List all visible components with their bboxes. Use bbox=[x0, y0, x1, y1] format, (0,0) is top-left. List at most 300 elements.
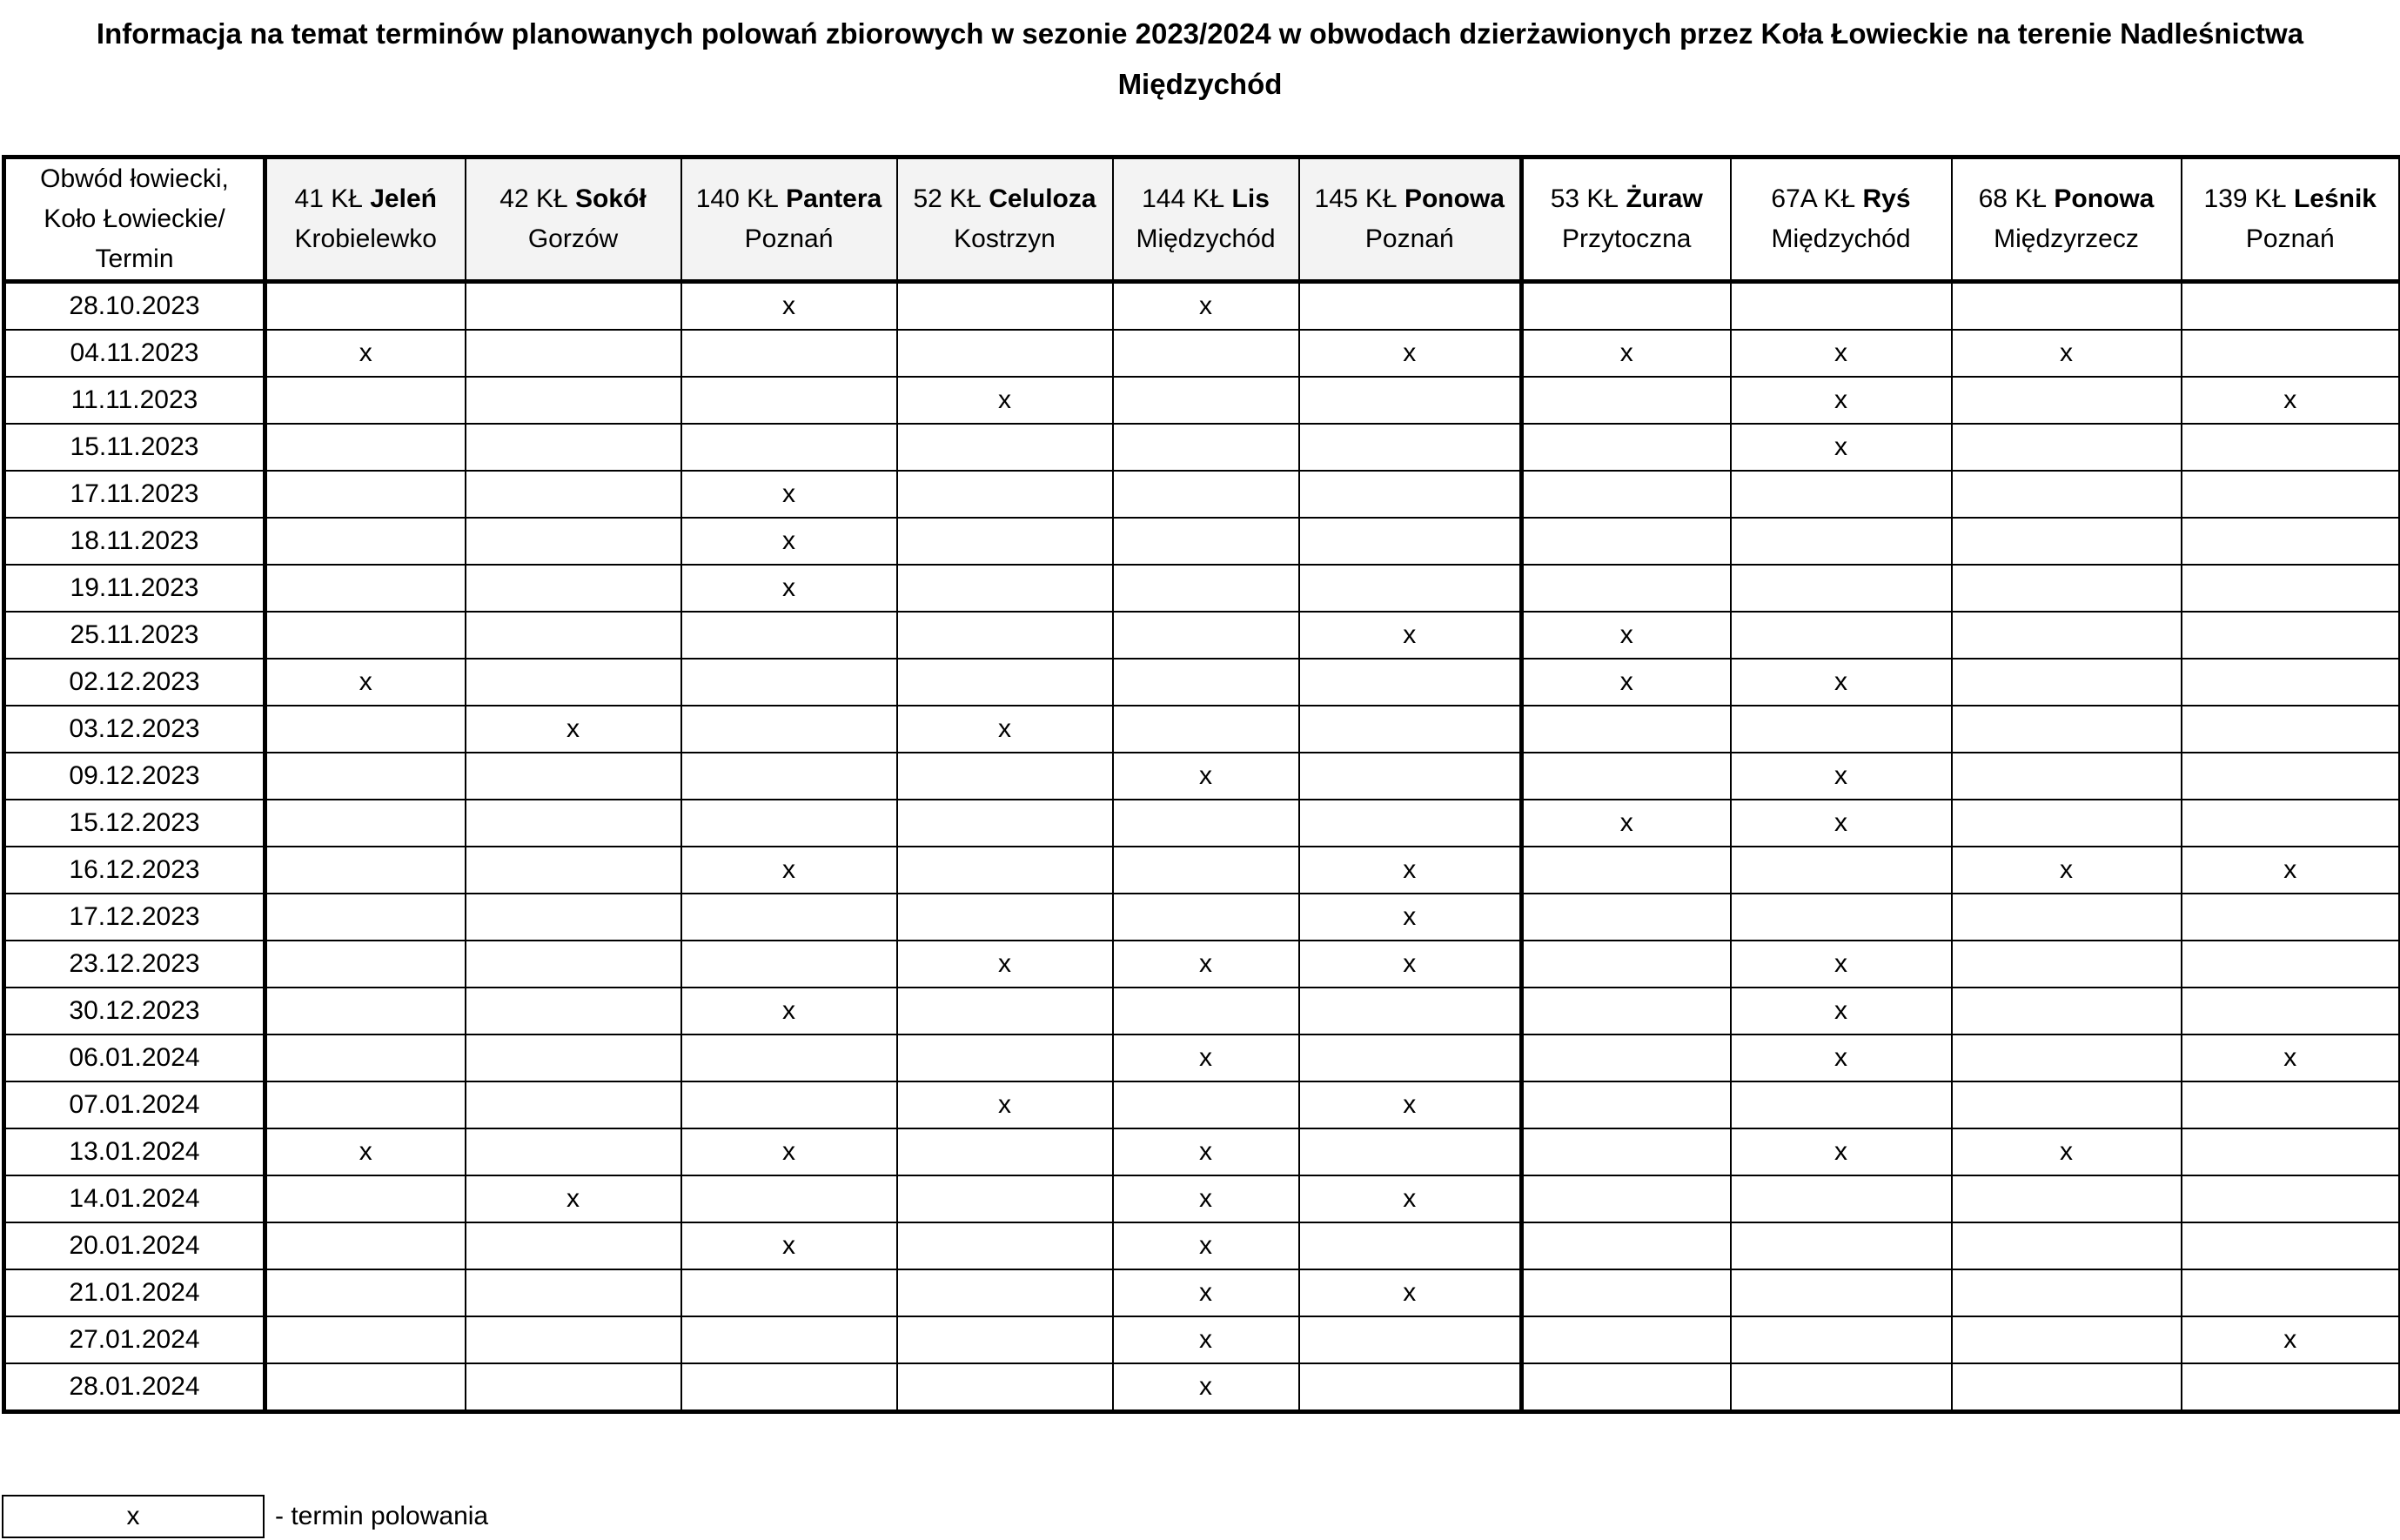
hunt-mark-cell bbox=[2182, 1128, 2400, 1175]
hunt-mark-cell bbox=[681, 330, 897, 377]
hunt-mark-cell bbox=[1952, 753, 2182, 800]
hunt-mark-cell: x bbox=[2182, 377, 2400, 424]
hunt-mark-cell: x bbox=[1731, 1128, 1952, 1175]
hunt-mark-cell bbox=[466, 659, 681, 706]
hunt-mark-cell bbox=[1522, 988, 1731, 1034]
hunt-mark-cell bbox=[897, 282, 1113, 331]
hunt-mark-cell bbox=[1522, 706, 1731, 753]
hunt-mark-cell bbox=[1113, 565, 1299, 612]
table-row bbox=[4, 565, 2400, 612]
hunt-mark-cell bbox=[681, 1034, 897, 1081]
hunt-mark-cell bbox=[1522, 1175, 1731, 1222]
hunt-mark-cell bbox=[1299, 988, 1522, 1034]
hunt-mark-cell bbox=[265, 706, 466, 753]
hunt-mark-cell bbox=[265, 612, 466, 659]
hunt-mark-cell: x bbox=[1522, 659, 1731, 706]
hunt-mark-cell bbox=[2182, 941, 2400, 988]
hunt-mark-cell bbox=[1731, 1081, 1952, 1128]
table-row bbox=[4, 471, 2400, 518]
club-name: Pantera bbox=[786, 184, 882, 213]
hunt-mark-cell: x bbox=[681, 1128, 897, 1175]
date-cell: 07.01.2024 bbox=[4, 1081, 265, 1128]
hunt-mark-cell bbox=[1731, 471, 1952, 518]
hunt-mark-cell bbox=[897, 330, 1113, 377]
hunt-mark-cell: x bbox=[681, 1222, 897, 1269]
hunt-mark-cell bbox=[265, 282, 466, 331]
hunt-mark-cell bbox=[1952, 659, 2182, 706]
hunt-mark-cell bbox=[265, 471, 466, 518]
hunt-mark-cell: x bbox=[1731, 330, 1952, 377]
hunt-mark-cell bbox=[1522, 282, 1731, 331]
hunt-mark-cell bbox=[466, 894, 681, 941]
hunt-mark-cell: x bbox=[1113, 282, 1299, 331]
hunt-mark-cell: x bbox=[681, 471, 897, 518]
hunt-mark-cell bbox=[897, 1128, 1113, 1175]
hunt-mark-cell bbox=[1731, 894, 1952, 941]
table-row bbox=[4, 282, 2400, 331]
corner-header-line: Koło Łowieckie/ bbox=[44, 204, 225, 233]
club-city: Poznań bbox=[744, 224, 834, 253]
hunt-mark-cell: x bbox=[1113, 1316, 1299, 1363]
hunt-mark-cell bbox=[1731, 518, 1952, 565]
hunt-mark-cell bbox=[2182, 1081, 2400, 1128]
date-cell: 27.01.2024 bbox=[4, 1316, 265, 1363]
table-row bbox=[4, 847, 2400, 894]
hunt-mark-cell bbox=[1522, 1034, 1731, 1081]
hunt-mark-cell bbox=[1952, 471, 2182, 518]
table-row bbox=[4, 424, 2400, 471]
hunt-mark-cell bbox=[1952, 1316, 2182, 1363]
hunt-mark-cell: x bbox=[1299, 847, 1522, 894]
hunt-mark-cell bbox=[897, 894, 1113, 941]
hunt-mark-cell bbox=[1952, 706, 2182, 753]
hunt-mark-cell bbox=[897, 1316, 1113, 1363]
date-cell: 09.12.2023 bbox=[4, 753, 265, 800]
table-row bbox=[4, 330, 2400, 377]
hunt-mark-cell bbox=[897, 1175, 1113, 1222]
club-name: Ponowa bbox=[2054, 184, 2155, 213]
hunt-mark-cell: x bbox=[265, 1128, 466, 1175]
table-row bbox=[4, 706, 2400, 753]
hunt-mark-cell bbox=[2182, 800, 2400, 847]
hunt-mark-cell bbox=[1299, 1222, 1522, 1269]
table-row bbox=[4, 1269, 2400, 1316]
hunt-mark-cell bbox=[1522, 424, 1731, 471]
hunt-mark-cell bbox=[466, 471, 681, 518]
hunt-mark-cell bbox=[897, 988, 1113, 1034]
hunt-mark-cell bbox=[265, 894, 466, 941]
hunt-mark-cell bbox=[1731, 565, 1952, 612]
hunt-mark-cell: x bbox=[1299, 1269, 1522, 1316]
hunt-mark-cell bbox=[2182, 1363, 2400, 1412]
date-cell: 28.01.2024 bbox=[4, 1363, 265, 1412]
table-row bbox=[4, 1081, 2400, 1128]
hunt-mark-cell bbox=[1952, 894, 2182, 941]
hunt-mark-cell bbox=[466, 1363, 681, 1412]
date-cell: 25.11.2023 bbox=[4, 612, 265, 659]
date-cell: 11.11.2023 bbox=[4, 377, 265, 424]
club-city: Kostrzyn bbox=[954, 224, 1056, 253]
hunt-mark-cell bbox=[1731, 1316, 1952, 1363]
column-header: 68 KŁ Ponowa Międzyrzecz bbox=[1952, 157, 2182, 282]
hunt-mark-cell bbox=[1299, 753, 1522, 800]
hunt-mark-cell bbox=[2182, 424, 2400, 471]
hunt-mark-cell bbox=[897, 800, 1113, 847]
hunt-mark-cell: x bbox=[466, 1175, 681, 1222]
hunt-mark-cell bbox=[1952, 612, 2182, 659]
date-cell: 15.12.2023 bbox=[4, 800, 265, 847]
hunt-mark-cell: x bbox=[1113, 1128, 1299, 1175]
hunt-mark-cell bbox=[897, 1363, 1113, 1412]
hunt-mark-cell: x bbox=[1299, 941, 1522, 988]
hunt-mark-cell: x bbox=[1113, 1175, 1299, 1222]
hunt-mark-cell bbox=[1113, 424, 1299, 471]
table-row bbox=[4, 1222, 2400, 1269]
hunt-mark-cell bbox=[1522, 377, 1731, 424]
club-name: Lis bbox=[1231, 184, 1270, 213]
hunt-mark-cell: x bbox=[1522, 612, 1731, 659]
column-header: 144 KŁ Lis Międzychód bbox=[1113, 157, 1299, 282]
hunt-mark-cell bbox=[2182, 659, 2400, 706]
date-cell: 15.11.2023 bbox=[4, 424, 265, 471]
hunt-mark-cell bbox=[897, 612, 1113, 659]
hunt-mark-cell bbox=[897, 659, 1113, 706]
club-name: Ryś bbox=[1862, 184, 1911, 213]
hunt-mark-cell: x bbox=[1731, 1034, 1952, 1081]
hunt-mark-cell bbox=[1113, 894, 1299, 941]
date-cell: 19.11.2023 bbox=[4, 565, 265, 612]
hunt-mark-cell bbox=[1299, 518, 1522, 565]
hunt-mark-cell: x bbox=[1731, 377, 1952, 424]
date-cell: 13.01.2024 bbox=[4, 1128, 265, 1175]
hunt-mark-cell: x bbox=[897, 377, 1113, 424]
hunt-mark-cell bbox=[2182, 894, 2400, 941]
hunt-mark-cell bbox=[1952, 518, 2182, 565]
hunt-mark-cell bbox=[265, 1363, 466, 1412]
hunt-mark-cell: x bbox=[1731, 424, 1952, 471]
hunt-mark-cell bbox=[1299, 565, 1522, 612]
hunt-mark-cell bbox=[466, 988, 681, 1034]
date-cell: 17.11.2023 bbox=[4, 471, 265, 518]
date-cell: 21.01.2024 bbox=[4, 1269, 265, 1316]
hunt-mark-cell bbox=[2182, 1269, 2400, 1316]
hunt-mark-cell bbox=[897, 565, 1113, 612]
table-row bbox=[4, 1128, 2400, 1175]
hunt-mark-cell bbox=[681, 753, 897, 800]
date-cell: 06.01.2024 bbox=[4, 1034, 265, 1081]
hunt-mark-cell bbox=[1522, 1128, 1731, 1175]
hunt-mark-cell bbox=[1522, 941, 1731, 988]
hunt-mark-cell: x bbox=[1113, 941, 1299, 988]
hunt-mark-cell bbox=[265, 753, 466, 800]
club-city: Międzychód bbox=[1136, 224, 1276, 253]
hunt-mark-cell bbox=[1522, 847, 1731, 894]
table-row bbox=[4, 894, 2400, 941]
hunt-mark-cell bbox=[681, 1081, 897, 1128]
hunt-mark-cell bbox=[2182, 518, 2400, 565]
hunt-mark-cell bbox=[1522, 753, 1731, 800]
hunt-mark-cell: x bbox=[681, 565, 897, 612]
hunt-mark-cell bbox=[1731, 847, 1952, 894]
hunt-mark-cell bbox=[1299, 1128, 1522, 1175]
hunt-mark-cell bbox=[265, 1222, 466, 1269]
hunt-mark-cell: x bbox=[1113, 753, 1299, 800]
club-city: Przytoczna bbox=[1562, 224, 1692, 253]
hunt-mark-cell bbox=[1299, 471, 1522, 518]
hunt-mark-cell bbox=[681, 800, 897, 847]
club-city: Poznań bbox=[2245, 224, 2335, 253]
document-title: Informacja na temat terminów planowanych polowań zbiorowych w sezonie 2023/2024 w obwodach dzierżawionych przez Koła Łowieckie na terenie Nadleśnictwa Międzychód bbox=[96, 17, 2304, 100]
hunt-mark-cell bbox=[466, 1222, 681, 1269]
hunt-mark-cell bbox=[897, 753, 1113, 800]
hunt-mark-cell: x bbox=[265, 330, 466, 377]
hunt-mark-cell bbox=[1113, 659, 1299, 706]
hunt-mark-cell bbox=[1113, 800, 1299, 847]
hunt-mark-cell bbox=[1113, 847, 1299, 894]
column-header: 145 KŁ Ponowa Poznań bbox=[1299, 157, 1522, 282]
hunt-mark-cell: x bbox=[1731, 659, 1952, 706]
date-cell: 03.12.2023 bbox=[4, 706, 265, 753]
hunting-schedule-table bbox=[2, 155, 2400, 1414]
hunt-mark-cell bbox=[1522, 471, 1731, 518]
hunt-mark-cell bbox=[1522, 894, 1731, 941]
hunt-mark-cell: x bbox=[1731, 941, 1952, 988]
club-name: Leśnik bbox=[2293, 184, 2377, 213]
hunt-mark-cell bbox=[1952, 1363, 2182, 1412]
hunt-mark-cell bbox=[1731, 1363, 1952, 1412]
hunt-mark-cell bbox=[1522, 1222, 1731, 1269]
hunt-mark-cell: x bbox=[1522, 800, 1731, 847]
hunt-mark-cell bbox=[265, 1081, 466, 1128]
hunt-mark-cell bbox=[1952, 941, 2182, 988]
hunt-mark-cell bbox=[1731, 1269, 1952, 1316]
hunt-mark-cell: x bbox=[1113, 1269, 1299, 1316]
hunt-mark-cell bbox=[2182, 1175, 2400, 1222]
hunt-mark-cell bbox=[1731, 1175, 1952, 1222]
hunt-mark-cell bbox=[466, 753, 681, 800]
hunt-mark-cell bbox=[2182, 612, 2400, 659]
hunt-mark-cell bbox=[1952, 1081, 2182, 1128]
hunt-mark-cell: x bbox=[897, 941, 1113, 988]
date-cell: 14.01.2024 bbox=[4, 1175, 265, 1222]
hunt-mark-cell: x bbox=[897, 1081, 1113, 1128]
hunt-mark-cell bbox=[1299, 706, 1522, 753]
date-cell: 18.11.2023 bbox=[4, 518, 265, 565]
hunt-mark-cell: x bbox=[681, 847, 897, 894]
club-name: Celuloza bbox=[989, 184, 1096, 213]
hunt-mark-cell: x bbox=[2182, 847, 2400, 894]
hunt-mark-cell bbox=[1299, 424, 1522, 471]
hunt-mark-cell bbox=[1952, 424, 2182, 471]
hunt-mark-cell: x bbox=[681, 282, 897, 331]
hunt-mark-cell bbox=[1952, 1034, 2182, 1081]
hunt-mark-cell bbox=[265, 1175, 466, 1222]
hunt-mark-cell bbox=[1299, 377, 1522, 424]
hunt-mark-cell bbox=[1952, 1175, 2182, 1222]
column-header: 41 KŁ Jeleń Krobielewko bbox=[265, 157, 466, 282]
hunt-mark-cell bbox=[1731, 1222, 1952, 1269]
hunt-mark-cell bbox=[1952, 800, 2182, 847]
hunt-mark-cell bbox=[466, 1128, 681, 1175]
club-city: Krobielewko bbox=[294, 224, 437, 253]
hunt-mark-cell bbox=[466, 518, 681, 565]
hunt-mark-cell bbox=[897, 518, 1113, 565]
hunt-mark-cell bbox=[265, 941, 466, 988]
hunt-mark-cell bbox=[2182, 753, 2400, 800]
hunt-mark-cell bbox=[466, 1269, 681, 1316]
column-header: 140 KŁ Pantera Poznań bbox=[681, 157, 897, 282]
club-city: Międzyrzecz bbox=[1994, 224, 2139, 253]
hunt-mark-cell bbox=[681, 1316, 897, 1363]
column-header: 139 KŁ Leśnik Poznań bbox=[2182, 157, 2400, 282]
hunt-mark-cell bbox=[681, 424, 897, 471]
legend-symbol: x bbox=[2, 1495, 265, 1538]
hunt-mark-cell bbox=[2182, 282, 2400, 331]
hunt-mark-cell bbox=[2182, 330, 2400, 377]
hunt-mark-cell bbox=[265, 1034, 466, 1081]
hunt-mark-cell bbox=[265, 377, 466, 424]
hunt-mark-cell: x bbox=[1952, 847, 2182, 894]
hunt-mark-cell: x bbox=[1952, 1128, 2182, 1175]
hunt-mark-cell bbox=[1952, 565, 2182, 612]
hunt-mark-cell bbox=[681, 941, 897, 988]
hunt-mark-cell bbox=[466, 1316, 681, 1363]
date-cell: 16.12.2023 bbox=[4, 847, 265, 894]
hunt-mark-cell bbox=[466, 612, 681, 659]
hunt-mark-cell bbox=[265, 1269, 466, 1316]
hunt-mark-cell bbox=[466, 565, 681, 612]
table-row bbox=[4, 1034, 2400, 1081]
hunt-mark-cell bbox=[466, 330, 681, 377]
hunt-mark-cell bbox=[1113, 330, 1299, 377]
hunt-mark-cell: x bbox=[1299, 894, 1522, 941]
table-row bbox=[4, 518, 2400, 565]
hunt-mark-cell bbox=[1952, 1222, 2182, 1269]
hunt-mark-cell: x bbox=[1731, 753, 1952, 800]
column-header: 53 KŁ Żuraw Przytoczna bbox=[1522, 157, 1731, 282]
column-header: 52 KŁ Celuloza Kostrzyn bbox=[897, 157, 1113, 282]
club-name: Jeleń bbox=[370, 184, 437, 213]
hunt-mark-cell bbox=[265, 988, 466, 1034]
hunt-mark-cell bbox=[1952, 282, 2182, 331]
date-cell: 04.11.2023 bbox=[4, 330, 265, 377]
corner-header bbox=[4, 157, 265, 282]
hunt-mark-cell: x bbox=[1113, 1363, 1299, 1412]
hunt-mark-cell bbox=[1299, 1034, 1522, 1081]
corner-header-line: Termin bbox=[95, 244, 174, 273]
table-row bbox=[4, 800, 2400, 847]
hunt-mark-cell bbox=[2182, 471, 2400, 518]
table-row bbox=[4, 659, 2400, 706]
hunt-mark-cell bbox=[1731, 706, 1952, 753]
table-row bbox=[4, 1316, 2400, 1363]
table-row bbox=[4, 753, 2400, 800]
hunt-mark-cell bbox=[1952, 1269, 2182, 1316]
hunt-mark-cell bbox=[897, 847, 1113, 894]
hunt-mark-cell bbox=[1299, 1363, 1522, 1412]
hunt-mark-cell bbox=[681, 894, 897, 941]
table-row bbox=[4, 1363, 2400, 1412]
hunt-mark-cell: x bbox=[1299, 612, 1522, 659]
hunt-mark-cell: x bbox=[1731, 988, 1952, 1034]
hunt-mark-cell bbox=[1299, 1316, 1522, 1363]
hunt-mark-cell bbox=[897, 1222, 1113, 1269]
hunt-mark-cell bbox=[1299, 800, 1522, 847]
hunt-mark-cell bbox=[1113, 1081, 1299, 1128]
date-cell: 30.12.2023 bbox=[4, 988, 265, 1034]
hunt-mark-cell bbox=[2182, 706, 2400, 753]
hunt-mark-cell bbox=[1522, 565, 1731, 612]
hunt-mark-cell bbox=[1113, 988, 1299, 1034]
schedule-body bbox=[4, 282, 2400, 1412]
hunt-mark-cell: x bbox=[466, 706, 681, 753]
hunt-mark-cell bbox=[681, 1175, 897, 1222]
hunt-mark-cell: x bbox=[1952, 330, 2182, 377]
hunt-mark-cell bbox=[1113, 518, 1299, 565]
hunt-mark-cell bbox=[897, 424, 1113, 471]
table-row bbox=[4, 612, 2400, 659]
hunt-mark-cell: x bbox=[897, 706, 1113, 753]
hunt-mark-cell bbox=[466, 377, 681, 424]
hunt-mark-cell bbox=[265, 800, 466, 847]
hunt-mark-cell bbox=[466, 1034, 681, 1081]
hunt-mark-cell: x bbox=[681, 988, 897, 1034]
hunt-mark-cell: x bbox=[1113, 1222, 1299, 1269]
hunt-mark-cell bbox=[1113, 612, 1299, 659]
hunt-mark-cell: x bbox=[2182, 1316, 2400, 1363]
hunt-mark-cell bbox=[1113, 377, 1299, 424]
hunt-mark-cell bbox=[1731, 282, 1952, 331]
hunt-mark-cell bbox=[466, 1081, 681, 1128]
hunt-mark-cell bbox=[466, 424, 681, 471]
hunt-mark-cell bbox=[2182, 1222, 2400, 1269]
club-name: Ponowa bbox=[1404, 184, 1505, 213]
hunt-mark-cell bbox=[466, 800, 681, 847]
hunt-mark-cell bbox=[1522, 518, 1731, 565]
hunt-mark-cell bbox=[681, 1363, 897, 1412]
table-row bbox=[4, 1175, 2400, 1222]
date-cell: 28.10.2023 bbox=[4, 282, 265, 331]
date-cell: 20.01.2024 bbox=[4, 1222, 265, 1269]
hunt-mark-cell bbox=[265, 424, 466, 471]
table-row bbox=[4, 377, 2400, 424]
club-city: Międzychód bbox=[1771, 224, 1911, 253]
hunt-mark-cell bbox=[681, 612, 897, 659]
hunt-mark-cell: x bbox=[1299, 330, 1522, 377]
legend-text: - termin polowania bbox=[275, 1502, 489, 1530]
hunt-mark-cell bbox=[2182, 988, 2400, 1034]
hunt-mark-cell bbox=[897, 471, 1113, 518]
hunt-mark-cell: x bbox=[1731, 800, 1952, 847]
hunt-mark-cell bbox=[265, 565, 466, 612]
hunt-mark-cell bbox=[1952, 377, 2182, 424]
hunt-mark-cell bbox=[1731, 612, 1952, 659]
hunt-mark-cell bbox=[1522, 1316, 1731, 1363]
hunt-mark-cell bbox=[265, 1316, 466, 1363]
club-city: Poznań bbox=[1364, 224, 1454, 253]
hunt-mark-cell bbox=[681, 377, 897, 424]
table-row bbox=[4, 988, 2400, 1034]
club-name: Sokół bbox=[575, 184, 647, 213]
header-row bbox=[4, 157, 2400, 282]
hunt-mark-cell bbox=[1113, 471, 1299, 518]
hunt-mark-cell bbox=[2182, 565, 2400, 612]
hunt-mark-cell bbox=[681, 706, 897, 753]
column-header: 42 KŁ Sokół Gorzów bbox=[466, 157, 681, 282]
hunt-mark-cell bbox=[1522, 1081, 1731, 1128]
hunt-mark-cell: x bbox=[1113, 1034, 1299, 1081]
hunt-mark-cell bbox=[265, 847, 466, 894]
